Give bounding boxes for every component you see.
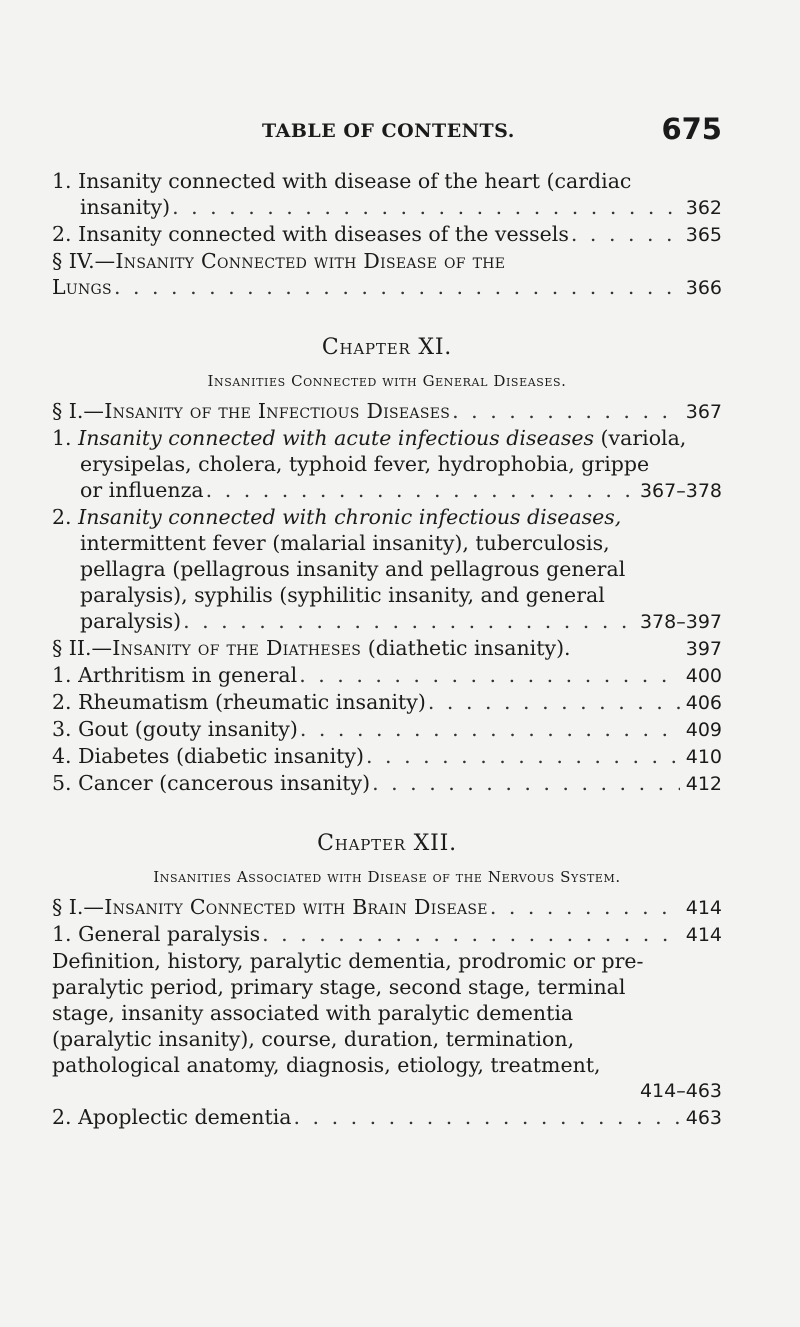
leader-dots [571,221,680,247]
page-ref: 400 [685,665,722,687]
toc-section: § I.—Insanity of the Infectious Diseases . . . 367 [52,398,722,425]
toc-section: § IV.—Insanity Connected with Disease of the Lungs . . . 366 [52,248,722,301]
toc-section: § II.—Insanity of the Diatheses (diathetic insanity). 397 [52,636,722,660]
leader-dots [490,894,680,920]
leader-dots [366,743,680,769]
leader-dots [183,608,634,634]
leader-dots [372,770,680,796]
page-ref: 414–463 [639,1080,722,1102]
chapter-heading: Chapter XI. [321,335,453,360]
leader-dots [428,689,680,715]
toc-entry: 5. Cancer (cancerous insanity) . . . 412 [52,770,722,797]
toc-entry: 3. Gout (gouty insanity) . . . 409 [52,716,722,743]
toc-description: Definition, history, paralytic dementia, prodromic or pre- paralytic period, primary stage, second stage, terminal stage, insanity associated with paralytic dementia (paralytic insanity), course, duration, termination, pathological anatomy, diagnosis, etiology, treatment, 414–463 [52,949,722,1102]
page-header [262,112,722,152]
toc-entry: 2. Rheumatism (rheumatic insanity) . . . 406 [52,689,722,716]
page-ref: 367–378 [639,480,722,502]
toc-item-list [52,662,722,797]
leader-dots [172,194,680,220]
toc-entry: 1. Insanity connected with disease of the heart (cardiac insanity) . . . 362 [52,168,722,221]
toc-entry: 2. Insanity connected with diseases of the vessels . . . 365 [52,221,722,248]
page-ref: 366 [685,277,722,299]
leader-dots [299,662,680,688]
page-ref: 463 [685,1107,722,1129]
leader-dots [452,398,680,424]
toc-content [52,168,722,1131]
page-ref: 365 [685,224,722,246]
toc-entry: 2. Apoplectic dementia . . . 463 [52,1104,722,1131]
leader-dots [114,274,680,300]
page-ref: 397 [685,638,722,660]
chapter-subheading: Insanities Connected with General Diseases. [207,372,567,390]
chapter-subheading: Insanities Associated with Disease of the Nervous System. [153,868,621,886]
page-ref: 414 [685,924,722,946]
toc-entry: 4. Diabetes (diabetic insanity) . . . 410 [52,743,722,770]
toc-entry: 1. Insanity connected with acute infectious diseases (variola, erysipelas, cholera, typhoid fever, hydrophobia, grippe or influenza . . . 367–378 [52,425,722,504]
page-ref: 414 [685,897,722,919]
toc-entry: 2. Insanity connected with chronic infectious diseases, intermittent fever (malarial insanity), tuberculosis, pellagra (pellagrous insanity and pellagrous general paralysis), syphilis (syphilitic insanity, and general paralysis) . . . 378–397 [52,504,722,635]
toc-entry: 1. Arthritism in general . . . 400 [52,662,722,689]
toc-section: § I.—Insanity Connected with Brain Disease . . . 414 [52,894,722,921]
page-number: 675 [661,112,722,146]
page-ref: 409 [685,719,722,741]
page-ref: 362 [685,197,722,219]
leader-dots [294,1104,680,1130]
toc-entry: 1. General paralysis . . . 414 [52,921,722,948]
page-ref: 378–397 [639,611,722,633]
page-ref: 406 [685,692,722,714]
leader-dots [206,477,634,503]
page-ref: 410 [685,746,722,768]
chapter-heading: Chapter XII. [317,831,457,856]
leader-dots [300,716,680,742]
leader-dots [262,921,680,947]
page-ref: 412 [685,773,722,795]
running-title: TABLE OF CONTENTS. [262,120,515,142]
page-ref: 367 [685,401,722,423]
